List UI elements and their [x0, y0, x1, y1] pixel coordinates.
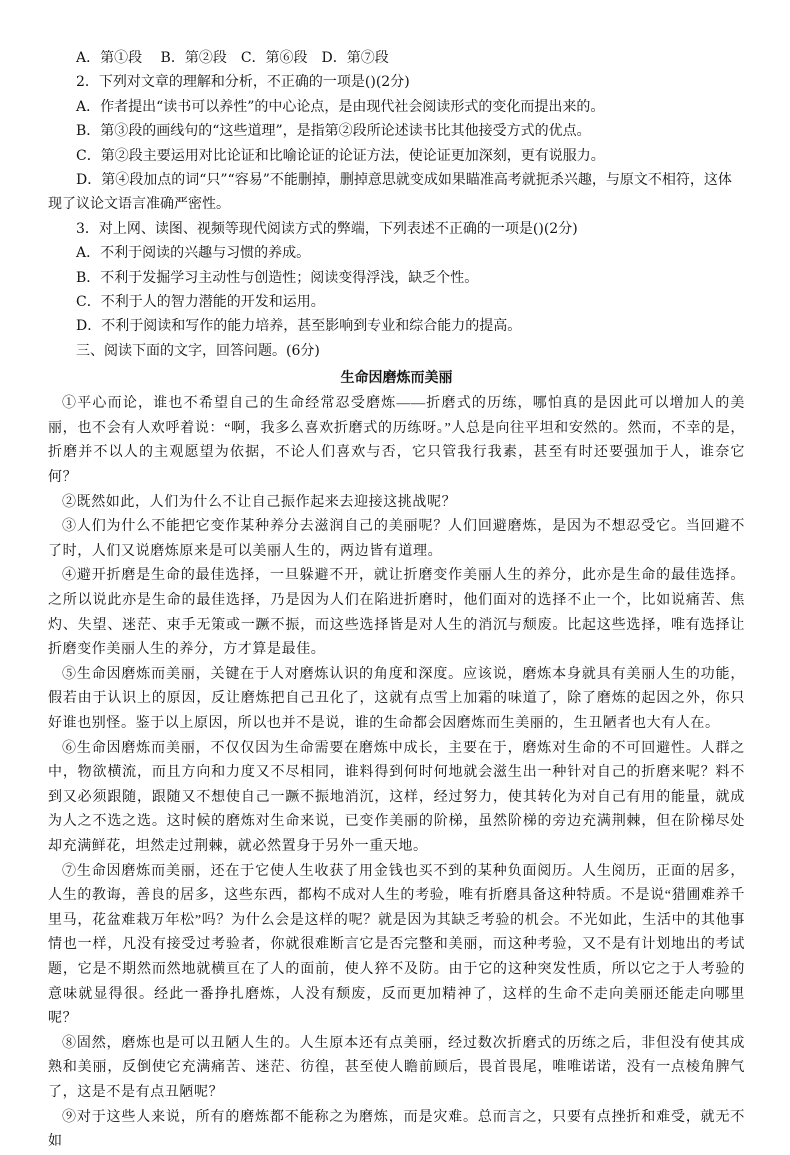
article-title: 生命因磨炼而美丽 [340, 370, 453, 387]
q2-option-a: A．作者提出“读书可以养性”的中心论点，是由现代社会阅读形式的变化而提出来的。 [76, 98, 605, 115]
article-paragraph-8: ⑧固然，磨炼也是可以丑陋人生的。人生原本还有点美丽，经过数次折磨式的历练之后，非但没有使其成熟和美丽，反倒使它充满痛苦、迷茫、彷徨，甚至使人瞻前顾后，畏首畏尾，唯唯诺诺，没有一点棱角脾气了，这是不是有点丑陋呢？ [48, 1035, 745, 1100]
q2-stem: 2．下列对文章的理解和分析，不正确的一项是()(2分) [76, 74, 410, 91]
article-paragraph-9: ⑨对于这些人来说，所有的磨炼都不能称之为磨炼，而是灾难。总而言之，只要有点挫折和难受，就无不如 [48, 1109, 745, 1150]
article-paragraph-6: ⑥生命因磨炼而美丽，不仅仅因为生命需要在磨炼中成长，主要在于，磨炼对生命的不可回避性。人群之中，物欲横流，而且方向和力度又不尽相同，谁料得到何时何地就会滋生出一种针对自己的折磨来呢？料不到又必须跟随，跟随又不想使自己一蹶不振地消沉，这样，经过努力，使其转化为对自己有用的能量，就成为人之不选之选。这时候的磨炼对生命来说，已变作美丽的阶梯，虽然阶梯的旁边充满荆棘，但在阶梯尽处却充满鲜花，坦然走过荆棘，就必然置身于另外一重天地。 [48, 740, 745, 854]
q3-option-a: A．不利于阅读的兴趣与习惯的养成。 [76, 245, 311, 262]
article-paragraph-7: ⑦生命因磨炼而美丽，还在于它使人生收获了用金钱也买不到的某种负面阅历。人生阅历，正面的居多，人生的教诲，善良的居多，这些东西，都构不成对人生的考验，唯有折磨具备这种特质。不是说“猎圃难养千里马，花盆难栽万年松”吗？为什么会是这样的呢？就是因为其缺乏考验的机会。不光如此，生活中的其他事情也一样，凡没有接受过考验者，你就很难断言它是否完整和美丽，而这种考验，又不是有计划地出的考试题，它是不期然而然地就横亘在了人的面前，使人猝不及防。由于它的这种突发性质，所以它之于人考验的意味就显得很。经此一番挣扎磨炼，人没有颓废，反而更加精神了，这样的生命不走向美丽还能走向哪里呢？ [48, 863, 745, 1027]
q3-option-c: C．不利于人的智力潜能的开发和运用。 [76, 294, 325, 311]
q3-stem: 3．对上网、读图、视频等现代阅读方式的弊端，下列表述不正确的一项是()(2分) [76, 220, 578, 237]
article-paragraph-2: ②既然如此，人们为什么不让自己振作起来去迎接这挑战呢？ [62, 494, 457, 510]
q2-option-d: D．第④段加点的词“只”“容易”不能删掉，删掉意思就变成如果瞄准高考就扼杀兴趣，与原文不相符，这体现了议论文语言准确严密性。 [48, 172, 732, 213]
q2-option-b: B．第③段的画线句的“这些道理”，是指第②段所论述读书比其他接受方式的优点。 [76, 123, 591, 140]
section-three-heading: 三、阅读下面的文字，回答问题。(6分) [76, 342, 320, 359]
article-paragraph-1: ①平心而论，谁也不希望自己的生命经常忍受磨炼——折磨式的历练，哪怕真的是因此可以增加人的美丽，也不会有人欢呼着说：“啊，我多么喜欢折磨式的历练呀。”人总是向往平坦和安然的。然而，不幸的是，折磨并不以人的主观愿望为依据，不论人们喜欢与否，它只管我行我素，甚至有时还要强加于人，谁奈它何？ [48, 396, 745, 486]
q3-option-b: B．不利于发掘学习主动性与创造性；阅读变得浮浅，缺乏个性。 [76, 269, 479, 286]
article-paragraph-5: ⑤生命因磨炼而美丽，关键在于人对磨炼认识的角度和深度。应该说，磨炼本身就具有美丽人生的功能，假若由于认识上的原因，反让磨炼把自己丑化了，这就有点雪上加霜的味道了，除了磨炼的起因之外，你只好谁也别怪。鉴于以上原因，所以也并不是说，谁的生命都会因磨炼而生美丽的，生丑陋者也大有人在。 [48, 666, 745, 731]
article-paragraph-4: ④避开折磨是生命的最佳选择，一旦躲避不开，就让折磨变作美丽人生的养分，此亦是生命的最佳选择。之所以说此亦是生命的最佳选择，乃是因为人们在陷进折磨时，他们面对的选择不止一个，比如说痛苦、焦灼、失望、迷茫、束手无策或一蹶不振，而这些选择皆是对人生的消沉与颓废。比起这些选择，唯有选择让折磨变作美丽人生的养分，方才算是最佳。 [48, 568, 745, 658]
q3-option-d: D．不利于阅读和写作的能力培养，甚至影响到专业和综合能力的提高。 [76, 318, 522, 335]
q1-options: A．第①段 B．第②段 C．第⑥段 D．第⑦段 [76, 50, 389, 66]
q2-option-c: C．第②段主要运用对比论证和比喻论证的论证方法，使论证更加深刻，更有说服力。 [76, 147, 605, 164]
article-paragraph-3: ③人们为什么不能把它变作某种养分去滋润自己的美丽呢？人们回避磨炼，是因为不想忍受它。当回避不了时，人们又说磨炼原来是可以美丽人生的，两边皆有道理。 [48, 519, 745, 559]
